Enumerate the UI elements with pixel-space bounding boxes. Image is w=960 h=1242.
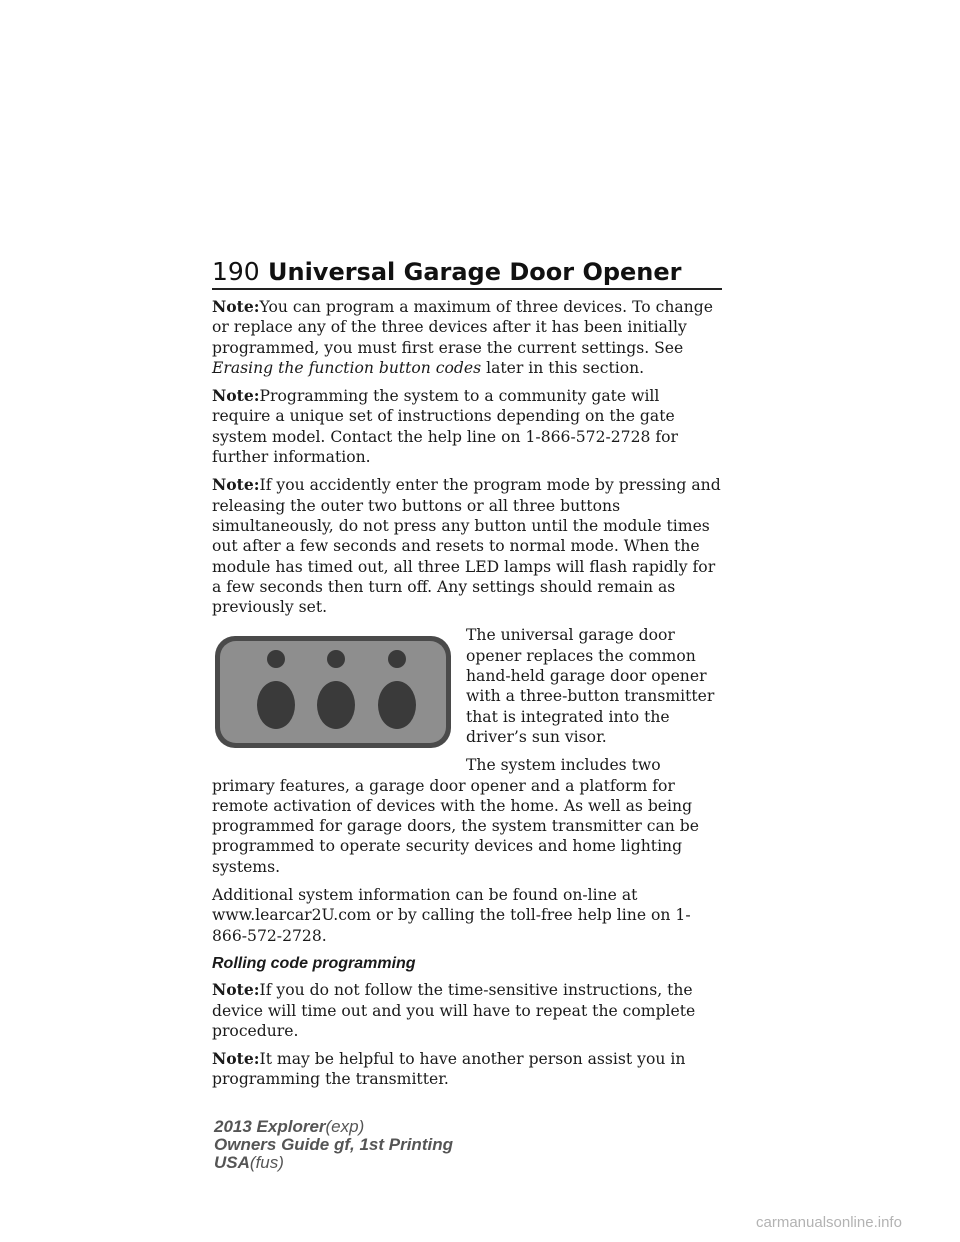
header-rule [212, 288, 722, 290]
led-lamp-2 [327, 650, 345, 668]
transmitter-button-2[interactable] [317, 681, 355, 729]
note-time-sensitive: Note:If you do not follow the time-sensitive instructions, the device will time out and you will have to repeat the complete procedure. [212, 980, 696, 1040]
garage-door-transmitter-icon [212, 633, 454, 751]
para-system-features: The system includes two primary features, a garage door opener and a platform for remote activation of devices with the home. As well as being programmed for garage doors, the system transmitter can be programmed to operate security devices and home lighting systems. [212, 756, 699, 876]
page-header [212, 256, 722, 292]
transmitter-figure [212, 633, 454, 751]
transmitter-button-1[interactable] [257, 681, 295, 729]
subheading-rolling-code: Rolling code programming [212, 954, 416, 972]
note-community-gate: Note:Programming the system to a community gate will require a unique set of instructions depending on the gate system model. Contact the help line on 1-866-572-2728 for further information. [212, 386, 679, 467]
led-lamp-1 [267, 650, 285, 668]
cross-reference-link[interactable]: Erasing the function button codes [212, 358, 482, 377]
footer-market-line: USA(fus) [214, 1153, 284, 1172]
note-label: Note: [212, 1049, 260, 1069]
note-label: Note: [212, 386, 260, 406]
note-program-mode: Note:If you accidently enter the program mode by pressing and releasing the outer two buttons or all three buttons simultaneously, do not press any button until the module times out after a few seconds and resets to normal mode. When the module has timed out, all three LED lamps will flash rapidly for a few seconds then turn off. Any settings should remain as previously set. [212, 475, 721, 617]
page-number: 190 [212, 257, 260, 286]
footer-model-line: 2013 Explorer(exp) [214, 1117, 365, 1136]
note-label: Note: [212, 475, 260, 495]
page-footer [214, 1118, 453, 1172]
transmitter-button-3[interactable] [378, 681, 416, 729]
note-assistance: Note:It may be helpful to have another person assist you in programming the transmitter. [212, 1049, 686, 1089]
note-label: Note: [212, 297, 260, 316]
para-system-overview: The universal garage door opener replaces the common hand-held garage door opener with a three-button transmitter that is integrated into the driver’s sun visor. [466, 626, 715, 746]
note-max-devices: Note:You can program a maximum of three devices. To change or replace any of the three devices after it has been initially programmed, you must first erase the current settings. See Erasing the function button codes later in this section. [212, 297, 713, 377]
page-content [212, 297, 722, 1098]
watermark: carmanualsonline.info [756, 1214, 902, 1231]
section-title: Universal Garage Door Opener [268, 258, 682, 286]
footer-guide-line: Owners Guide gf, 1st Printing [214, 1135, 453, 1154]
led-lamp-3 [388, 650, 406, 668]
para-additional-info: Additional system information can be found on-line at www.learcar2U.com or by calling the toll-free help line on 1-866-572-2728. [212, 886, 691, 945]
note-label: Note: [212, 980, 260, 1000]
